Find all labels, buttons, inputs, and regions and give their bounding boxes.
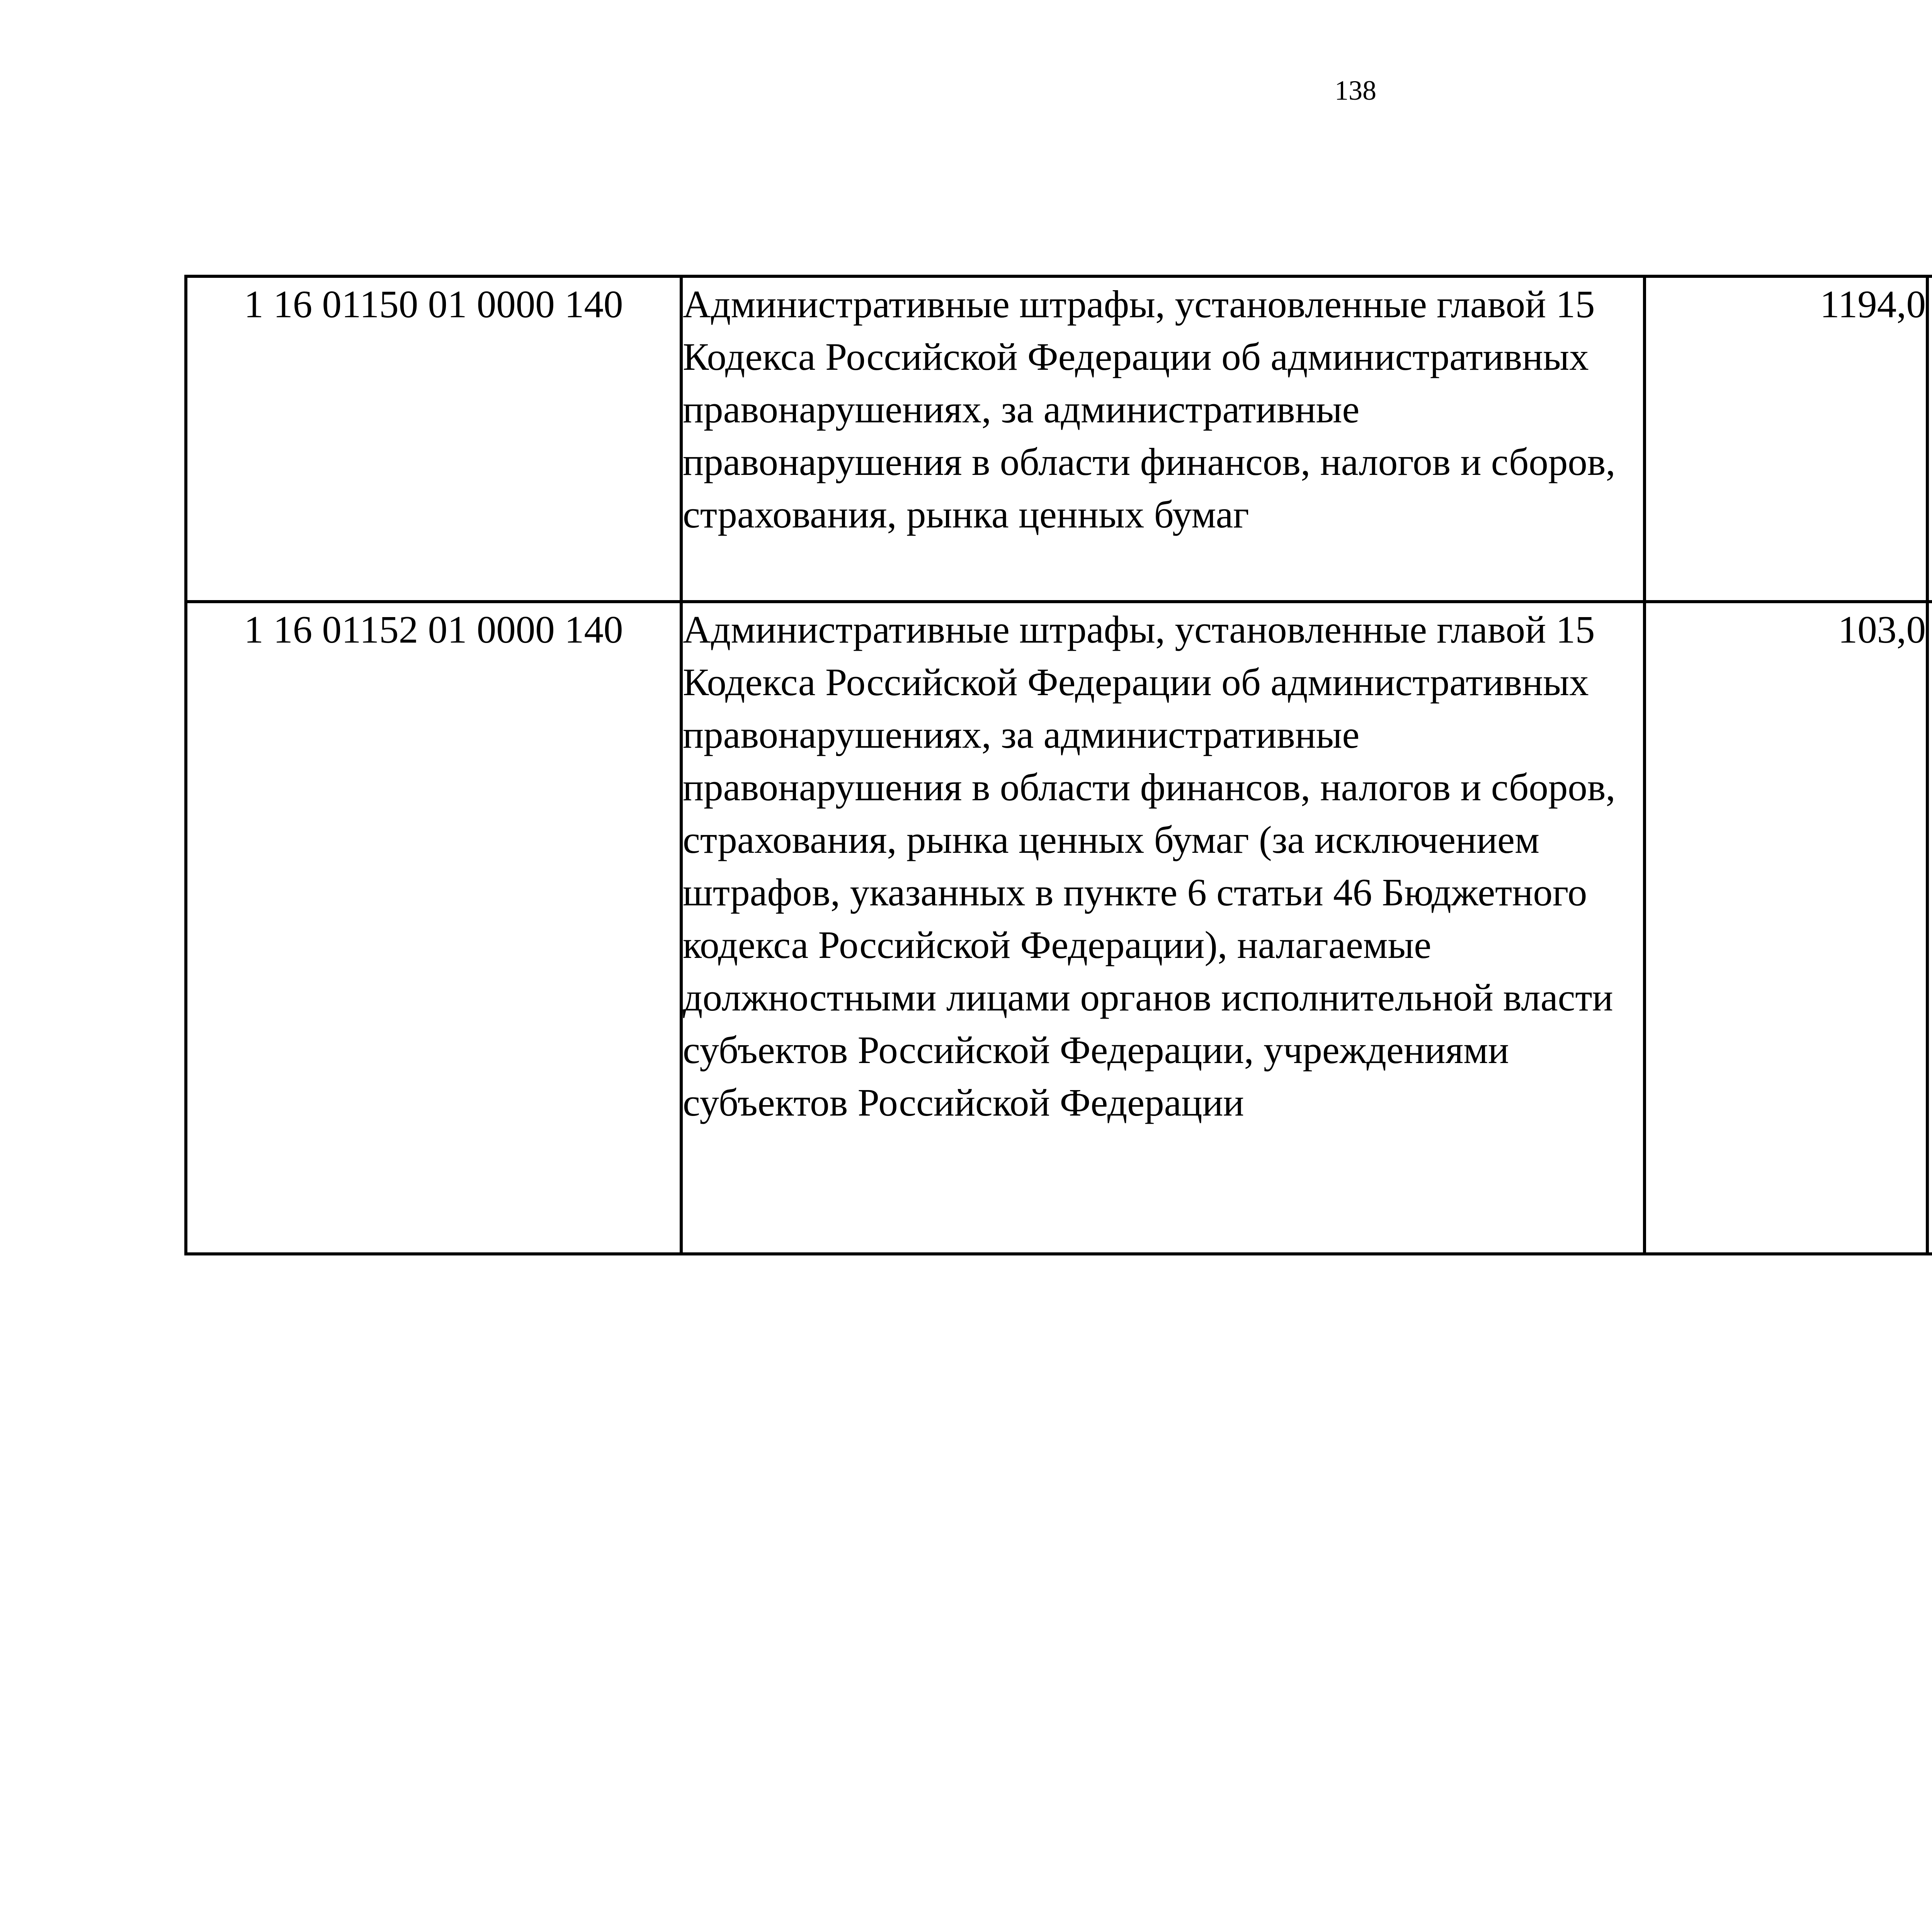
revenue-description: Административные штрафы, установленные главой 15 Кодекса Российской Федерации об административных правонарушениях, за административные правонарушения в области финансов, налогов и сборов, страхования, рынка ценных бумаг (за исключением штрафов, указанных в пункте 6 статьи 46 Бюджетного кодекса Российской Федерации), налагаемые должностными лицами органов исполнительной власти субъектов Российской Федерации, учреждениями субъектов Российской Федерации xyxy=(681,602,1645,1254)
amount-year-1: 1194,0 xyxy=(1645,276,1927,602)
budget-classification-code: 1 16 01152 01 0000 140 xyxy=(186,602,681,1254)
table-row xyxy=(186,276,1932,602)
page-number: 138 xyxy=(1335,75,1376,106)
amount-year-2 xyxy=(1927,602,1932,1254)
amount-year-1: 103,0 xyxy=(1645,602,1927,1254)
table-row xyxy=(186,602,1932,1254)
amount-year-2 xyxy=(1927,276,1932,602)
revenue-table xyxy=(184,275,1932,1255)
revenue-description: Административные штрафы, установленные главой 15 Кодекса Российской Федерации об административных правонарушениях, за административные правонарушения в области финансов, налогов и сборов, страхования, рынка ценных бумаг xyxy=(681,276,1645,602)
budget-classification-code: 1 16 01150 01 0000 140 xyxy=(186,276,681,602)
